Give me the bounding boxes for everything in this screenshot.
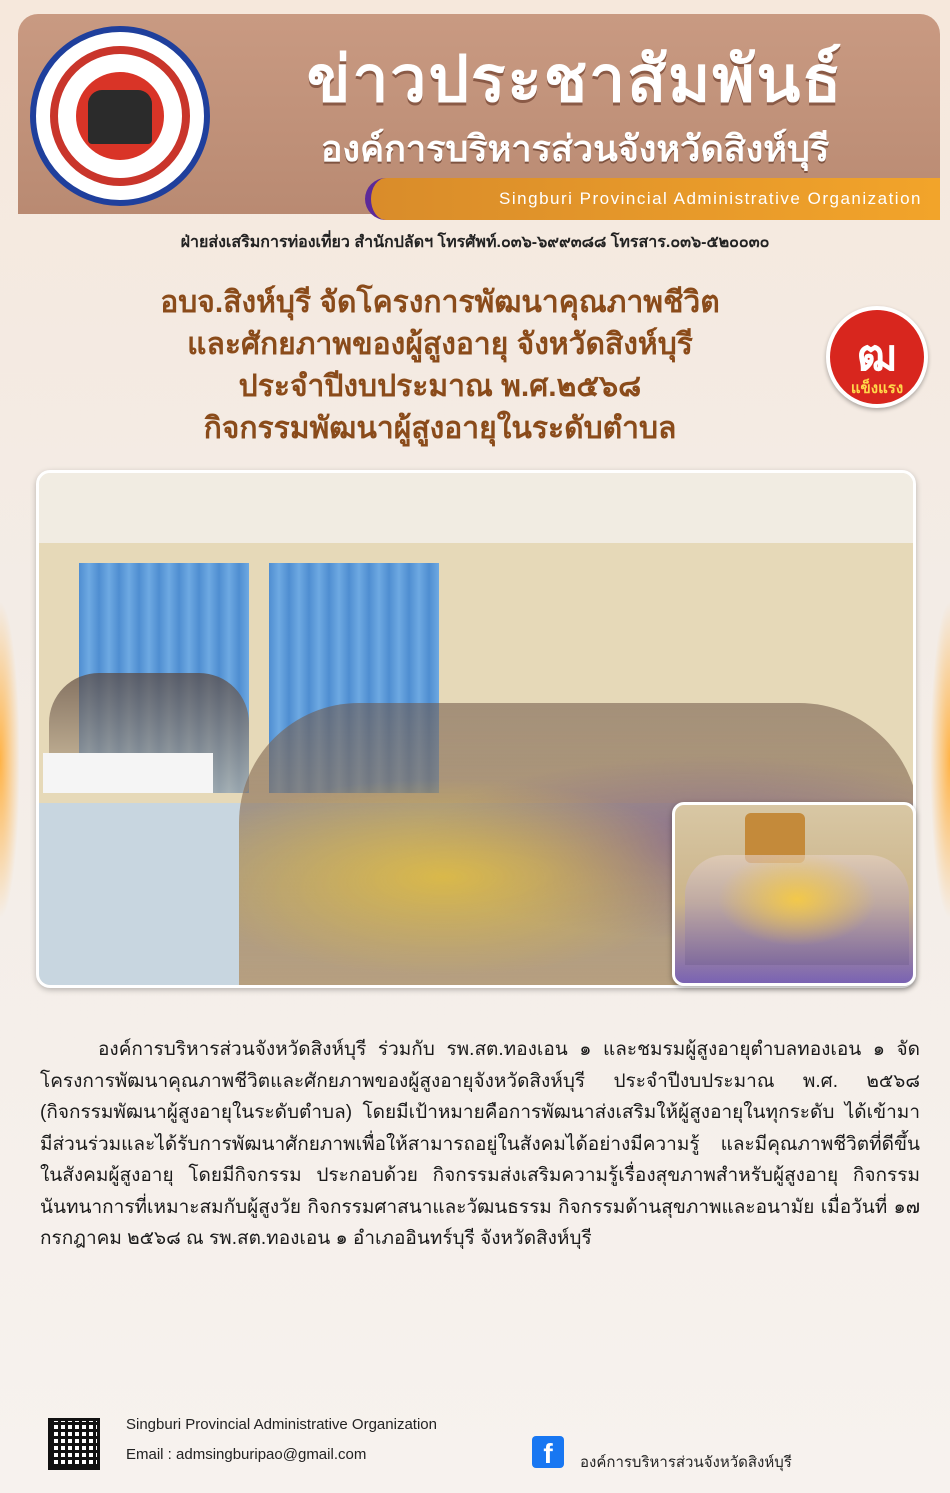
badge-letter: ฒ bbox=[857, 331, 897, 380]
facebook-icon[interactable]: f bbox=[532, 1436, 564, 1468]
table bbox=[43, 753, 213, 793]
english-name: Singburi Provincial Administrative Organization bbox=[499, 189, 922, 208]
logo-statue-icon bbox=[88, 90, 152, 144]
article-body bbox=[40, 1034, 920, 1255]
article-paragraph: องค์การบริหารส่วนจังหวัดสิงห์บุรี ร่วมกับ รพ.สต.ทองเอน ๑ และชมรมผู้สูงอายุตำบลทองเอน ๑ จัดโครงการพัฒนาคุณภาพชีวิตและศักยภาพของผู้สูงอายุจังหวัดสิงห์บุรี ประจำปีงบประมาณ พ.ศ. ๒๕๖๘ (กิจกรรมพัฒนาผู้สูงอายุในระดับตำบล) โดยมีเป้าหมายคือการพัฒนาส่งเสริมให้ผู้สูงอายุในทุกระดับ ได้เข้ามามีส่วนร่วมและได้รับการพัฒนาศักยภาพเพื่อให้สามารถอยู่ในสังคมได้อย่างมีความรู้ และมีคุณภาพชีวิตที่ดีขึ้นในสังคมผู้สูงอายุ โดยมีกิจกรรม ประกอบด้วย กิจกรรมส่งเสริมความรู้เรื่องสุขภาพสำหรับผู้สูงอายุ กิจกรรมนันทนาการที่เหมาะสมกับผู้สูงวัย กิจกรรมศาสนาและวัฒนธรรม กิจกรรมด้านสุขภาพและอนามัย เมื่อวันที่ ๑๗ กรกฎาคม ๒๕๖๘ ณ รพ.สต.ทองเอน ๑ อำเภออินทร์บุรี จังหวัดสิงห์บุรี bbox=[40, 1039, 920, 1249]
left-decoration bbox=[0, 600, 20, 920]
masthead-title: ข่าวประชาสัมพันธ์ bbox=[306, 43, 844, 115]
headline-line-2: และศักยภาพของผู้สูงอายุ จังหวัดสิงห์บุรี bbox=[187, 328, 693, 361]
healthy-elderly-badge bbox=[826, 306, 928, 408]
facebook-page-link[interactable]: องค์การบริหารส่วนจังหวัดสิงห์บุรี bbox=[580, 1454, 792, 1471]
footer-org-name: Singburi Provincial Administrative Organization bbox=[126, 1416, 437, 1433]
english-name-bar bbox=[365, 178, 940, 220]
inset-event-photo bbox=[672, 802, 916, 986]
headline-line-4: กิจกรรมพัฒนาผู้สูงอายุในระดับตำบล bbox=[203, 412, 677, 445]
masthead-subtitle: องค์การบริหารส่วนจังหวัดสิงห์บุรี bbox=[320, 128, 830, 169]
right-decoration bbox=[930, 600, 950, 920]
qr-code-icon[interactable] bbox=[48, 1418, 100, 1470]
headline-line-3: ประจำปีงบประมาณ พ.ศ.๒๕๖๘ bbox=[238, 370, 642, 403]
headline bbox=[40, 282, 840, 450]
health-check-group bbox=[685, 855, 909, 965]
badge-text: แข็งแรง bbox=[850, 380, 904, 397]
org-logo bbox=[30, 26, 210, 206]
headline-line-1: อบจ.สิงห์บุรี จัดโครงการพัฒนาคุณภาพชีวิต bbox=[160, 286, 720, 319]
contact-line: ฝ่ายส่งเสริมการท่องเที่ยว สำนักปลัดฯ โทรศัพท์.๐๓๖-๖๙๙๓๘๘ โทรสาร.๐๓๖-๕๒๐๐๓๐ bbox=[180, 234, 770, 251]
footer-email[interactable]: Email : admsingburipao@gmail.com bbox=[126, 1446, 367, 1463]
